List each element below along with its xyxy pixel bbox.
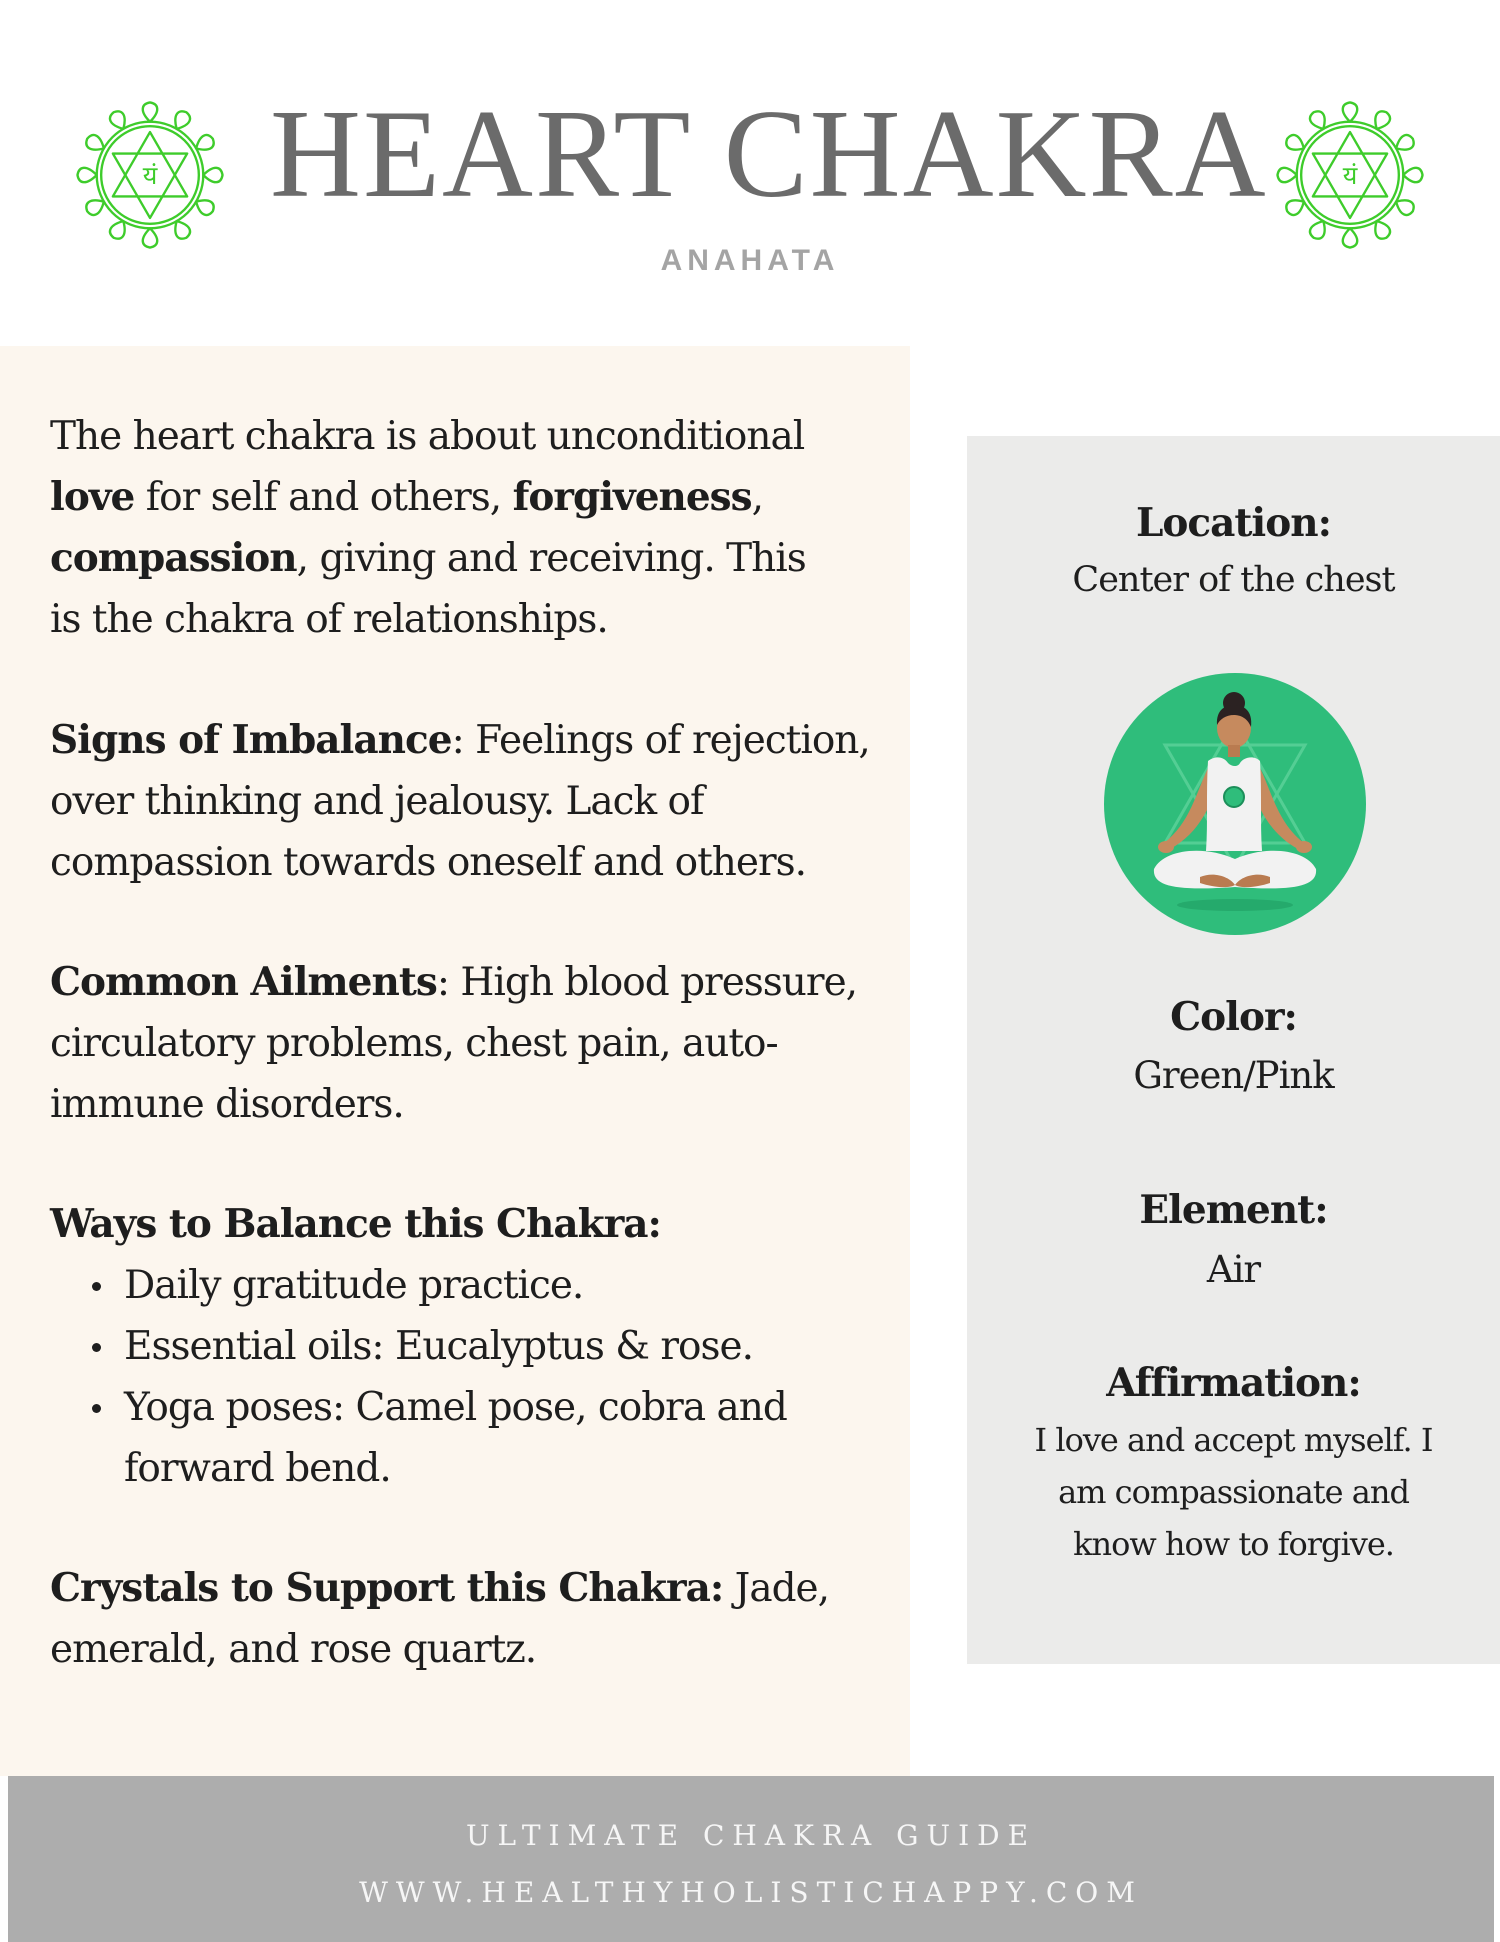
symbol-glyph: यं — [142, 160, 158, 190]
signs-line: over thinking and jealousy. Lack of — [50, 779, 704, 824]
element-label: Element: — [1139, 1187, 1328, 1233]
list-item — [50, 1377, 787, 1499]
footer-website-link[interactable]: WWW.HEALTHYHOLISTICHAPPY.COM — [359, 1876, 1143, 1909]
crystals-line: Jade, — [723, 1566, 830, 1611]
crystals-label: Crystals to Support this Chakra: — [50, 1565, 724, 1611]
affirmation-label: Affirmation: — [1106, 1360, 1361, 1406]
intro-line: for self and others, — [134, 475, 513, 520]
location-value: Center of the chest — [1072, 560, 1395, 600]
ways-label: Ways to Balance this Chakra: — [50, 1201, 661, 1247]
page-subtitle: ANAHATA — [660, 244, 840, 277]
footer-guide-title: ULTIMATE CHAKRA GUIDE — [465, 1819, 1037, 1852]
ailments-line: circulatory problems, chest pain, auto- — [50, 1021, 778, 1066]
signs-label: Signs of Imbalance — [50, 717, 452, 763]
signs-paragraph — [50, 710, 870, 893]
intro-forgiveness: forgiveness — [512, 474, 752, 520]
intro-line: The heart chakra is about unconditional — [50, 414, 805, 459]
intro-love: love — [50, 474, 135, 520]
bullet-icon — [92, 1404, 101, 1413]
list-item-text: Essential oils: Eucalyptus & rose. — [124, 1324, 754, 1369]
heart-chakra-symbol-icon — [76, 101, 224, 249]
heart-chakra-symbol-icon — [1276, 101, 1424, 249]
ailments-paragraph — [50, 952, 857, 1135]
page-title: HEART CHAKRA — [270, 85, 1268, 224]
intro-comma: , — [751, 475, 763, 520]
footer — [8, 1776, 1494, 1942]
signs-line: compassion towards oneself and others. — [50, 840, 807, 885]
affirmation-text — [1000, 1414, 1467, 1570]
ailments-label: Common Ailments — [50, 959, 437, 1005]
color-value: Green/Pink — [1133, 1054, 1334, 1097]
list-item-text: forward bend. — [124, 1446, 391, 1491]
intro-paragraph — [50, 406, 806, 650]
ailments-line: immune disorders. — [50, 1082, 404, 1127]
signs-line: : Feelings of rejection, — [451, 718, 870, 763]
crystals-line: emerald, and rose quartz. — [50, 1627, 537, 1672]
bullet-icon — [92, 1282, 101, 1291]
location-label: Location: — [1135, 500, 1332, 546]
meditating-woman-icon — [1104, 673, 1366, 935]
list-item-text: Daily gratitude practice. — [124, 1263, 584, 1308]
ways-list — [50, 1255, 787, 1499]
symbol-glyph: यं — [1342, 160, 1358, 190]
color-label: Color: — [1170, 994, 1297, 1040]
intro-line: is the chakra of relationships. — [50, 597, 608, 642]
affirmation-line: know how to forgive. — [1073, 1525, 1394, 1563]
intro-line: , giving and receiving. This — [296, 536, 806, 581]
ways-section — [50, 1194, 787, 1499]
affirmation-line: am compassionate and — [1058, 1473, 1409, 1511]
crystals-paragraph — [50, 1558, 829, 1680]
bullet-icon — [92, 1343, 101, 1352]
ailments-line: : High blood pressure, — [436, 960, 858, 1005]
affirmation-line: I love and accept myself. I — [1034, 1421, 1433, 1459]
list-item — [50, 1255, 787, 1316]
intro-compassion: compassion — [50, 535, 297, 581]
element-value: Air — [1206, 1248, 1261, 1291]
list-item — [50, 1316, 787, 1377]
list-item-text: Yoga poses: Camel pose, cobra and — [124, 1385, 787, 1430]
